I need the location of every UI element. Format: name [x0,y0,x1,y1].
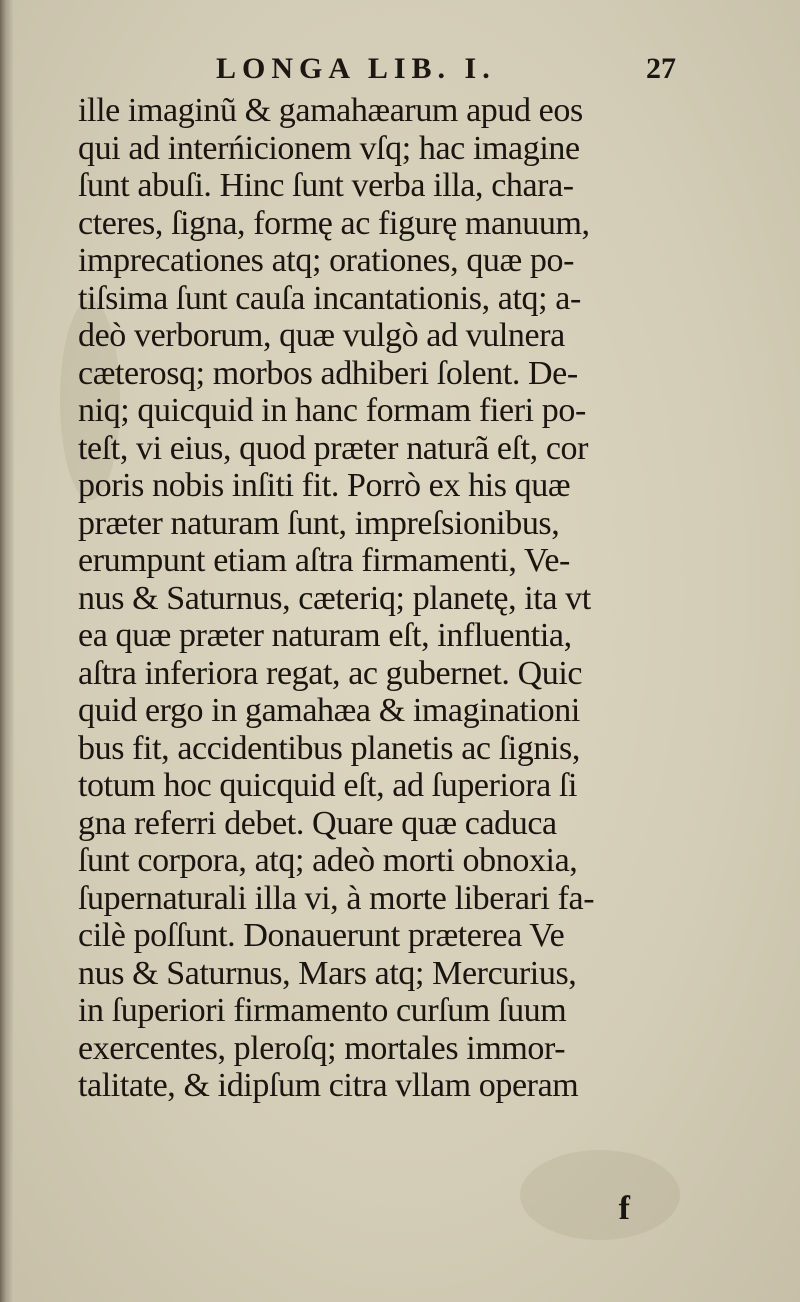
text-line: niq; quicquid in hanc formam fieri po- [78,392,586,429]
text-line: ille imaginũ & gamahæarum apud eos [78,92,583,129]
text-line: bus fit, accidentibus planetis ac ſignis, [78,729,580,767]
text-line: cilè poſſunt. Donauerunt præterea Ve [78,917,565,954]
text-line: ſupernaturali illa vi, à morte liberari fa- [78,879,595,917]
text-line: ſunt corpora, atq; adeò morti obnoxia, [78,842,578,879]
catchword: f [618,1190,630,1227]
text-line: gna referri debet. Quare quæ caduca [78,804,557,842]
text-line: imprecationes atq; orationes, quæ po- [78,242,575,279]
text-line: tiſsima ſunt cauſa incantationis, atq; a- [78,279,581,317]
text-line: talitate, & idipſum citra vllam operam [78,1067,579,1104]
text-line: exercentes, pleroſq; mortales immor- [78,1029,566,1067]
text-line: nus & Saturnus, cæteriq; planetę, ita vt [78,579,591,617]
text-line: poris nobis inſiti fit. Porrò ex his quæ [78,467,571,504]
text-line: deò verborum, quæ vulgò ad vulnera [78,317,565,354]
text-line: ſunt abuſi. Hinc ſunt verba illa, chara- [78,167,574,204]
text-line: erumpunt etiam aſtra firmamenti, Ve- [78,542,570,579]
running-head: LONGA LIB. I. [216,52,496,85]
text-line: ea quæ præter naturam eſt, influentia, [78,617,572,654]
paper-stain [520,1150,680,1240]
text-line: aſtra inferiora regat, ac gubernet. Quic [78,654,583,692]
page-header [200,52,680,92]
text-line: totum hoc quicquid eſt, ad ſuperiora ſi [78,767,577,804]
text-line: nus & Saturnus, Mars atq; Mercurius, [78,954,577,992]
text-line: quid ergo in gamahæa & imaginationi [78,692,580,729]
text-line: præter naturam ſunt, impreſsionibus, [78,504,560,542]
text-line: qui ad interńicionem vſq; hac imagine [78,129,580,167]
binding-edge [0,0,14,1302]
body-text [78,92,674,1105]
text-line: cteres, ſigna, formę ac figurę manuum, [78,204,590,242]
text-line: teſt, vi eius, quod præter naturã eſt, cor [78,429,589,467]
text-line: cæterosq; morbos adhiberi ſolent. De- [78,354,578,392]
page-number: 27 [646,52,676,85]
text-line: in ſuperiori firmamento curſum ſuum [78,992,567,1029]
